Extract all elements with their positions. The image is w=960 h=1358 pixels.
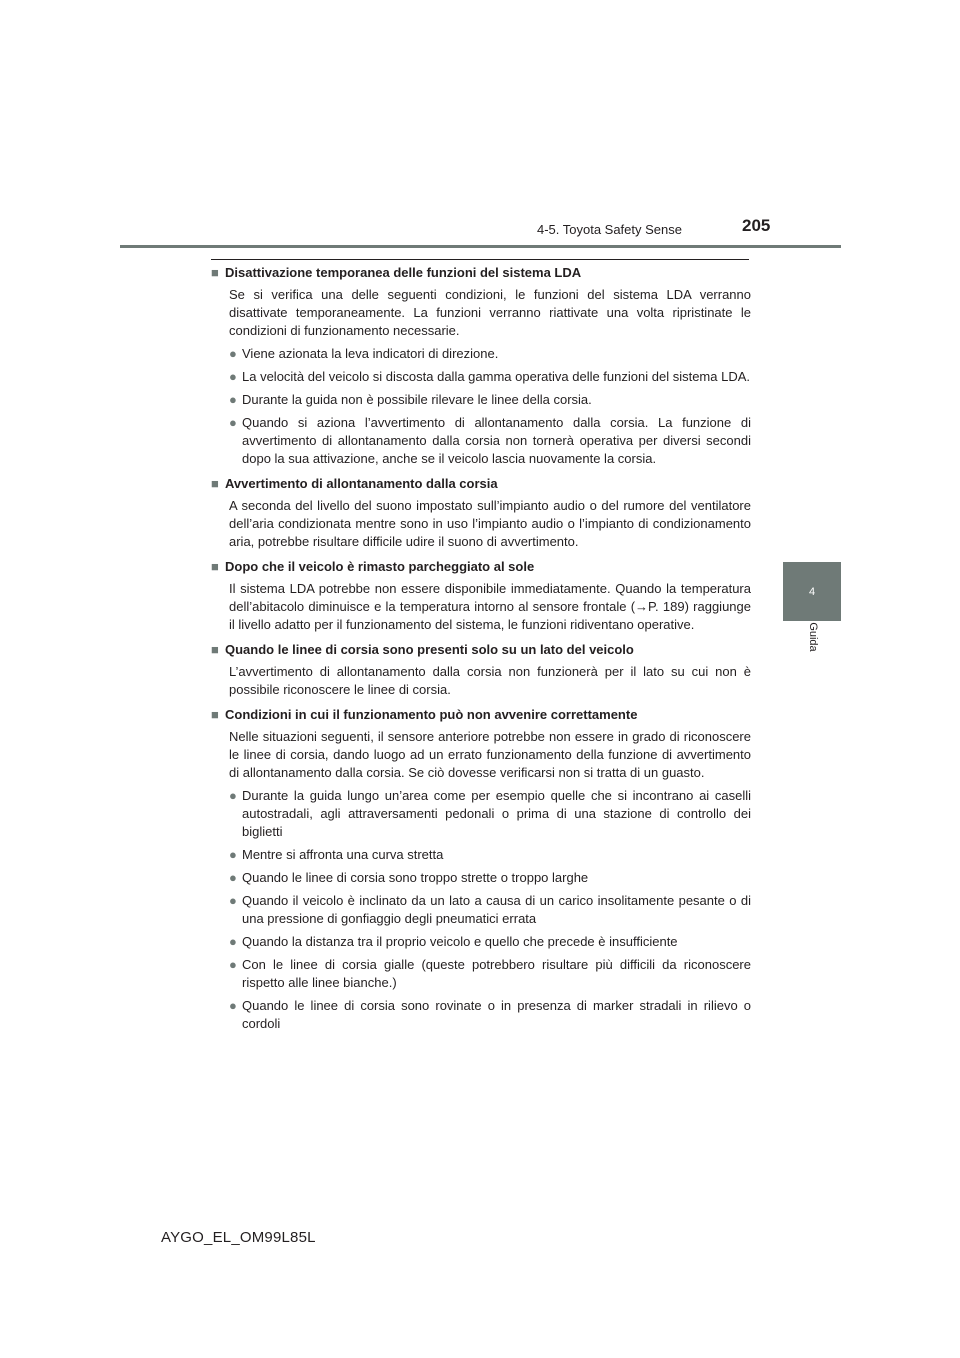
section-body: Il sistema LDA potrebbe non essere disponibile immediatamente. Quando la temperatura dell’abitacolo diminuisce e la temperatura intorno al sensore frontale (→P. 189) raggiunge il livello adatto per il funzionamento del sistema, le funzioni ridiventano operative.: [229, 581, 751, 632]
list-item-text: Durante la guida lungo un’area come per esempio quelle che si incontrano ai caselli autostradali, agli attraversamenti pedonali o prima di una stazione di controllo dei biglietti: [242, 788, 751, 839]
square-bullet-icon: ■: [211, 642, 219, 657]
document-code: AYGO_EL_OM99L85L: [161, 1229, 316, 1246]
section-title-text: Quando le linee di corsia sono presenti solo su un lato del veicolo: [225, 642, 634, 657]
section: [211, 558, 751, 634]
circle-bullet-icon: ●: [229, 346, 237, 361]
list-item-text: Viene azionata la leva indicatori di direzione.: [242, 346, 499, 361]
circle-bullet-icon: ●: [229, 415, 237, 430]
square-bullet-icon: ■: [211, 559, 219, 574]
list-item: [229, 391, 751, 409]
circle-bullet-icon: ●: [229, 870, 237, 885]
list-item: [229, 345, 751, 363]
section-body: Se si verifica una delle seguenti condizioni, le funzioni del sistema LDA verranno disattivate temporaneamente. La funzioni verranno riattivate una volta ripristinate le condizioni di funzionamento necessarie.: [229, 287, 751, 338]
list-item: [229, 933, 751, 951]
chapter-tab-label: Guida: [807, 622, 819, 652]
list-item-text: Quando le linee di corsia sono rovinate o in presenza di marker stradali in rilievo o cordoli: [242, 998, 751, 1031]
section: [211, 706, 751, 1033]
main-content: [211, 264, 751, 1040]
list-item: [229, 869, 751, 887]
circle-bullet-icon: ●: [229, 369, 237, 384]
section-title: [211, 641, 751, 659]
header-rule: [120, 245, 841, 248]
list-item-text: Con le linee di corsia gialle (queste potrebbero risultare più difficili da riconoscere rispetto alle linee bianche.): [242, 957, 751, 990]
section-title: [211, 558, 751, 576]
list-item: [229, 368, 751, 386]
circle-bullet-icon: ●: [229, 998, 237, 1013]
section: [211, 641, 751, 699]
list-item: [229, 787, 751, 841]
list-item-text: La velocità del veicolo si discosta dalla gamma operativa delle funzioni del sistema LDA.: [242, 369, 750, 384]
section: [211, 264, 751, 468]
list-item-text: Quando le linee di corsia sono troppo strette o troppo larghe: [242, 870, 589, 885]
list-item-text: Quando si aziona l’avvertimento di allontanamento dalla corsia. La funzione di avvertimento di allontanamento dalla corsia non tornerà operativa per diversi secondi dopo la sua attivazione, anche se il veicolo lascia nuovamente la corsia.: [242, 415, 751, 466]
list-item-text: Durante la guida non è possibile rilevare le linee della corsia.: [242, 392, 592, 407]
header-section-title: 4-5. Toyota Safety Sense: [536, 222, 682, 237]
circle-bullet-icon: ●: [229, 893, 237, 908]
section: [211, 475, 751, 551]
square-bullet-icon: ■: [211, 265, 219, 280]
list-item: [229, 414, 751, 468]
list-item: [229, 892, 751, 928]
square-bullet-icon: ■: [211, 707, 219, 722]
section-body: L’avvertimento di allontanamento dalla corsia non funzionerà per il lato su cui non è possibile riconoscere le linee di corsia.: [229, 664, 751, 697]
page-number: 205: [742, 216, 771, 235]
section-body: Nelle situazioni seguenti, il sensore anteriore potrebbe non essere in grado di riconoscere le linee di corsia, dando luogo ad un errato funzionamento della funzione di avvertimento di allontanamento dalla corsia. Se ciò dovesse verificarsi non si tratta di un guasto.: [229, 729, 751, 780]
list-item-text: Mentre si affronta una curva stretta: [242, 847, 444, 862]
section-title-text: Avvertimento di allontanamento dalla corsia: [225, 476, 498, 491]
section-title-text: Condizioni in cui il funzionamento può non avvenire correttamente: [225, 707, 638, 722]
circle-bullet-icon: ●: [229, 957, 237, 972]
list-item: [229, 846, 751, 864]
circle-bullet-icon: ●: [229, 934, 237, 949]
section-body: A seconda del livello del suono impostato sull’impianto audio o del rumore del ventilatore dell’aria condizionata mentre sono in uso l’impianto audio o l’impianto di condizionamento aria, potrebbe risultare difficile udire il suono di avvertimento.: [229, 498, 751, 549]
list-item: [229, 997, 751, 1033]
content-rule: [211, 259, 749, 260]
list-item-text: Quando il veicolo è inclinato da un lato a causa di un carico insolitamente pesante o di una pressione di gonfiaggio degli pneumatici errata: [242, 893, 751, 926]
section-title: [211, 706, 751, 724]
section-title: [211, 475, 751, 493]
section-title-text: Disattivazione temporanea delle funzioni del sistema LDA: [225, 265, 582, 280]
square-bullet-icon: ■: [211, 476, 219, 491]
section-title-text: Dopo che il veicolo è rimasto parcheggiato al sole: [225, 559, 535, 574]
list-item: [229, 956, 751, 992]
circle-bullet-icon: ●: [229, 392, 237, 407]
section-title: [211, 264, 751, 282]
list-item-text: Quando la distanza tra il proprio veicolo e quello che precede è insufficiente: [242, 934, 678, 949]
chapter-tab-number: 4: [808, 586, 816, 598]
circle-bullet-icon: ●: [229, 788, 237, 803]
circle-bullet-icon: ●: [229, 847, 237, 862]
